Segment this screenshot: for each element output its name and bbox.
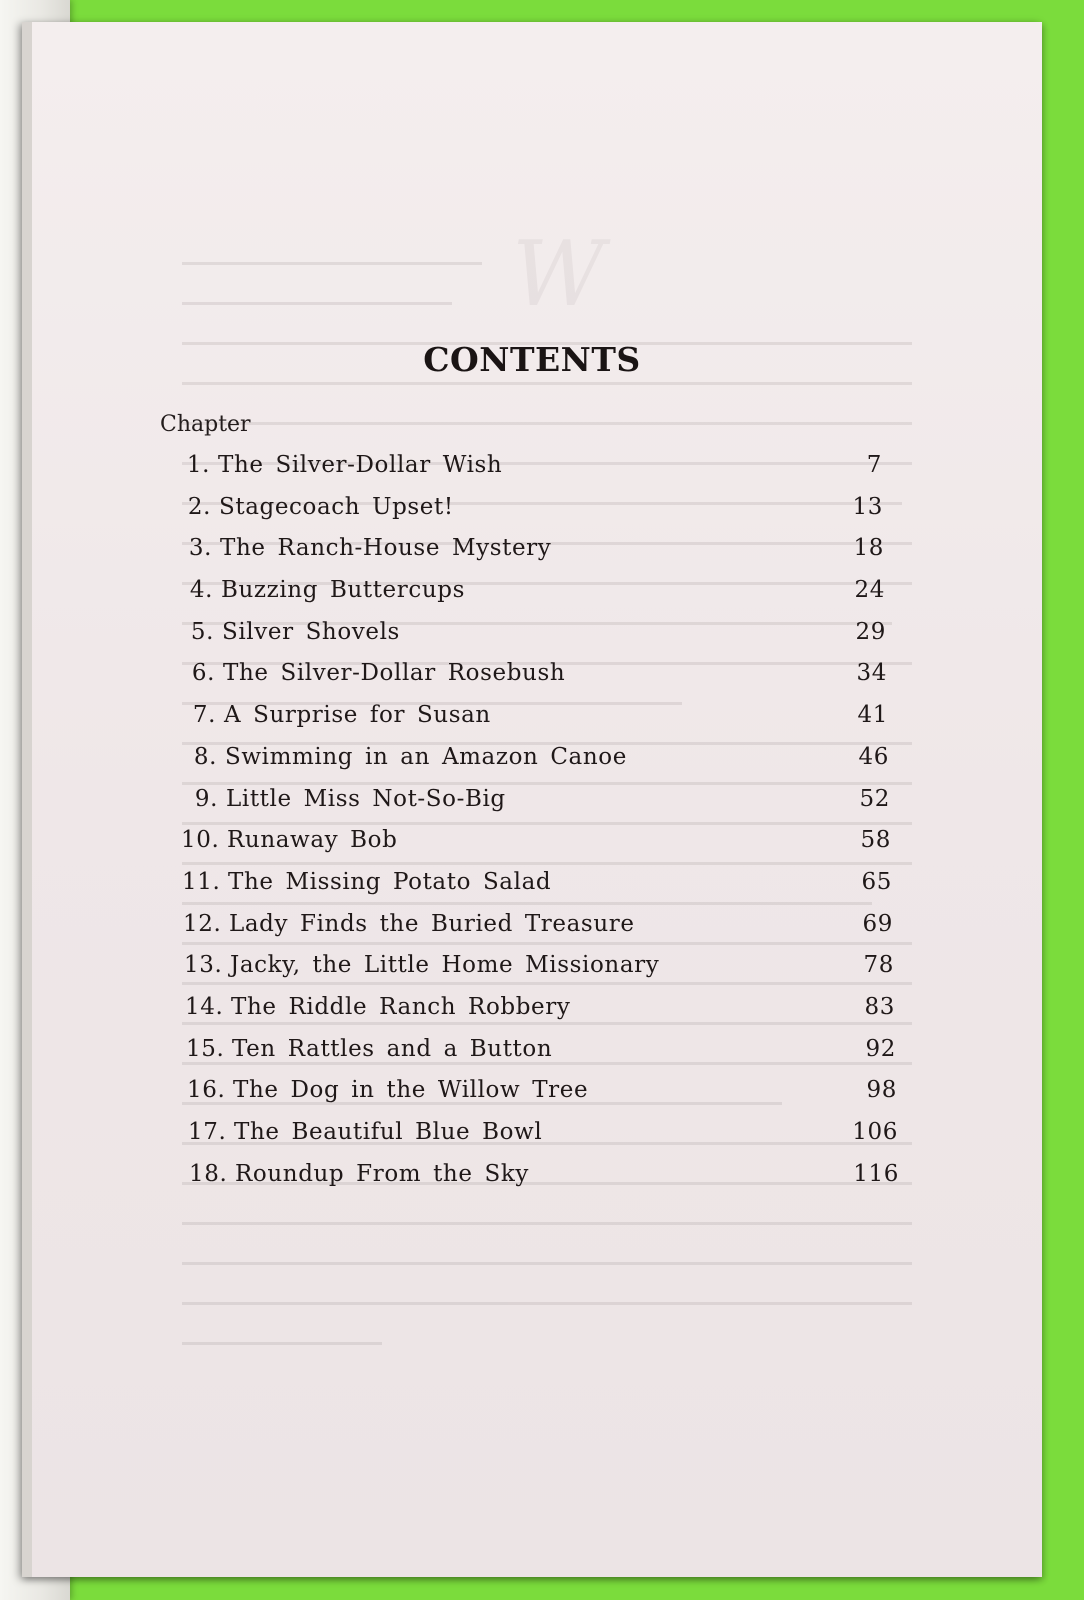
chapter-number: 11. <box>182 868 221 895</box>
toc-entry <box>174 535 894 577</box>
chapter-number: 18. <box>189 1160 228 1187</box>
chapter-number: 16. <box>187 1077 226 1104</box>
toc-entry <box>189 1161 909 1203</box>
chapter-page: 65 <box>861 868 892 895</box>
chapter-title: Buzzing Buttercups <box>221 577 465 604</box>
chapter-title: The Silver-Dollar Wish <box>218 452 503 478</box>
toc-entry <box>177 660 897 702</box>
toc-entry <box>176 619 896 661</box>
chapter-page: 116 <box>853 1160 899 1187</box>
chapter-number: 14. <box>185 993 224 1020</box>
chapter-number: 8. <box>193 743 217 770</box>
chapter-title: The Silver-Dollar Rosebush <box>223 660 566 687</box>
toc-entry <box>184 952 904 994</box>
chapter-page: 92 <box>865 1035 896 1062</box>
chapter-title: Stagecoach Upset! <box>219 493 454 520</box>
contents-title: CONTENTS <box>423 340 641 379</box>
chapter-page: 7 <box>866 452 882 478</box>
chapter-number: 5. <box>190 618 214 645</box>
toc-entry <box>178 702 898 744</box>
chapter-page: 106 <box>852 1119 898 1145</box>
toc-entry <box>187 1077 907 1119</box>
chapter-number: 9. <box>194 785 218 812</box>
chapter-number: 4. <box>189 577 213 604</box>
toc-entry <box>172 452 892 494</box>
chapter-title: Silver Shovels <box>222 618 400 645</box>
chapter-title: Ten Rattles and a Button <box>232 1035 553 1062</box>
toc-entry <box>181 827 901 869</box>
chapter-title: Swimming in an Amazon Canoe <box>225 743 627 770</box>
book-page <box>22 22 1042 1577</box>
chapter-title: The Beautiful Blue Bowl <box>234 1119 543 1145</box>
chapter-number: 13. <box>184 952 223 979</box>
chapter-page: 52 <box>859 785 890 812</box>
chapter-title: The Dog in the Willow Tree <box>233 1077 589 1104</box>
chapter-number: 6. <box>191 660 215 687</box>
toc-entry <box>182 869 902 911</box>
chapter-number: 1. <box>186 452 210 478</box>
chapter-title: Lady Finds the Buried Treasure <box>229 910 635 937</box>
chapter-number: 17. <box>188 1119 227 1145</box>
chapter-title: The Missing Potato Salad <box>228 868 552 895</box>
chapter-page: 13 <box>852 493 883 520</box>
toc-entry <box>173 494 893 536</box>
chapter-number: 12. <box>183 910 222 937</box>
chapter-page: 98 <box>866 1077 897 1104</box>
chapter-page: 78 <box>863 952 894 979</box>
chapter-title: Roundup From the Sky <box>235 1160 529 1187</box>
toc-entry <box>179 744 899 786</box>
chapter-title: Runaway Bob <box>227 827 398 854</box>
chapter-number: 3. <box>188 535 212 562</box>
chapter-number: 2. <box>187 493 211 520</box>
chapter-title: The Ranch-House Mystery <box>220 535 552 562</box>
chapter-page: 83 <box>864 993 895 1020</box>
chapter-title: Jacky, the Little Home Missionary <box>230 952 660 979</box>
chapter-page: 29 <box>855 618 886 645</box>
toc-entry <box>186 1036 906 1078</box>
chapter-number: 7. <box>192 702 216 729</box>
chapter-page: 41 <box>857 702 888 729</box>
chapter-title: Little Miss Not-So-Big <box>226 785 506 812</box>
chapter-page: 34 <box>856 660 887 687</box>
toc-list <box>172 452 899 1202</box>
chapter-number: 15. <box>186 1035 225 1062</box>
chapter-column-label: Chapter <box>160 412 251 437</box>
toc-entry <box>183 911 903 953</box>
toc-entry <box>175 577 895 619</box>
chapter-title: A Surprise for Susan <box>224 702 491 729</box>
chapter-title: The Riddle Ranch Robbery <box>231 993 571 1020</box>
show-through-drop-cap: W <box>512 222 605 327</box>
toc-entry <box>188 1119 908 1161</box>
chapter-page: 24 <box>854 577 885 604</box>
chapter-page: 18 <box>853 535 884 562</box>
chapter-page: 46 <box>858 743 889 770</box>
toc-entry <box>185 994 905 1036</box>
chapter-page: 58 <box>860 827 891 854</box>
chapter-page: 69 <box>862 910 893 937</box>
toc-entry <box>180 786 900 828</box>
chapter-number: 10. <box>181 827 220 854</box>
